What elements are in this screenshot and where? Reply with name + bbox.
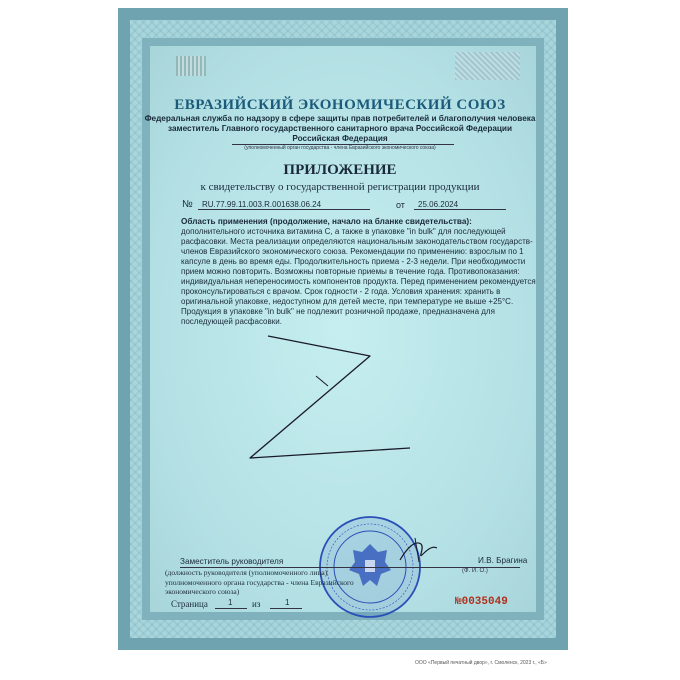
page-of-label: из: [252, 599, 261, 609]
scope-line: оригинальной упаковке, недоступном для детей месте, при температуре не выше +25°С.: [181, 297, 514, 306]
scope-line: последующей расфасовки.: [181, 317, 282, 326]
page-total: 1: [285, 598, 290, 607]
scope-line: индивидуальная непереносимость компонентов продукта. Перед применением рекомендуется: [181, 277, 536, 286]
page-number: 1: [228, 598, 233, 607]
divider: [198, 209, 370, 210]
security-mark-icon: [176, 56, 206, 76]
scope-line: расфасовки. Места реализации определяются национальным законодательством государств-: [181, 237, 533, 246]
security-pattern-icon: [455, 52, 520, 80]
position-note: (должность руководителя (уполномоченного лица) уполномоченного органа государства - члена Евразийского экономического союза): [165, 568, 354, 596]
divider: [270, 608, 302, 609]
agency-line-1: Федеральная служба по надзору в сфере защиты прав потребителей и благополучия человека: [144, 114, 536, 123]
agency-line-3: Российская Федерация: [292, 134, 388, 143]
scope-heading: Область применения (продолжение, начало на бланке свидетельства):: [181, 217, 472, 226]
number-label: №: [182, 199, 193, 210]
serial-number: №0035049: [455, 596, 508, 608]
signatory-name: И.В. Брагина: [478, 556, 528, 565]
scope-line: Продукция в упаковке "in bulk" не подлежит розничной продаже, предназначена для: [181, 307, 495, 316]
certificate-date: 25.06.2024: [418, 200, 459, 209]
scope-line: проконсультироваться с врачом. Срок годности - 2 года. Условия хранения: хранить в: [181, 287, 501, 296]
scope-line: капсуле в день во время еды. Продолжительность приема - 2-3 недели. При необходимости: [181, 257, 526, 266]
agency-note: (уполномоченный орган государства - члена Евразийского экономического союза): [244, 145, 436, 151]
scope-line: членов Евразийского экономического союза. Рекомендации по применению: взрослым по 1: [181, 247, 524, 256]
fio-note: (Ф. И. О.): [462, 568, 488, 574]
divider: [414, 209, 506, 210]
z-line-signature-icon: [220, 330, 420, 465]
certificate-number: RU.77.99.11.003.R.001638.06.24: [202, 200, 322, 209]
date-label: от: [396, 200, 405, 210]
handwritten-signature-icon: [395, 530, 440, 570]
agency-line-2: заместитель Главного государственного санитарного врача Российской Федерации: [168, 124, 512, 133]
signatory-title: Заместитель руководителя: [180, 557, 284, 566]
page-label: Страница: [171, 599, 208, 609]
printer-note: ООО «Первый печатный двор», г. Смоленск, 2023 г., «Б»: [415, 660, 547, 666]
scope-line: дополнительного источника витамина С, а также в упаковке "in bulk" для последующей: [181, 227, 506, 236]
scope-line: прием можно повторить. Возможны повторные приемы в течение года. Противопоказания:: [181, 267, 520, 276]
appendix-title: ПРИЛОЖЕНИЕ: [283, 162, 397, 178]
appendix-subtitle: к свидетельству о государственной регистрации продукции: [200, 181, 480, 193]
divider: [215, 608, 247, 609]
union-title: ЕВРАЗИЙСКИЙ ЭКОНОМИЧЕСКИЙ СОЮЗ: [174, 97, 506, 113]
